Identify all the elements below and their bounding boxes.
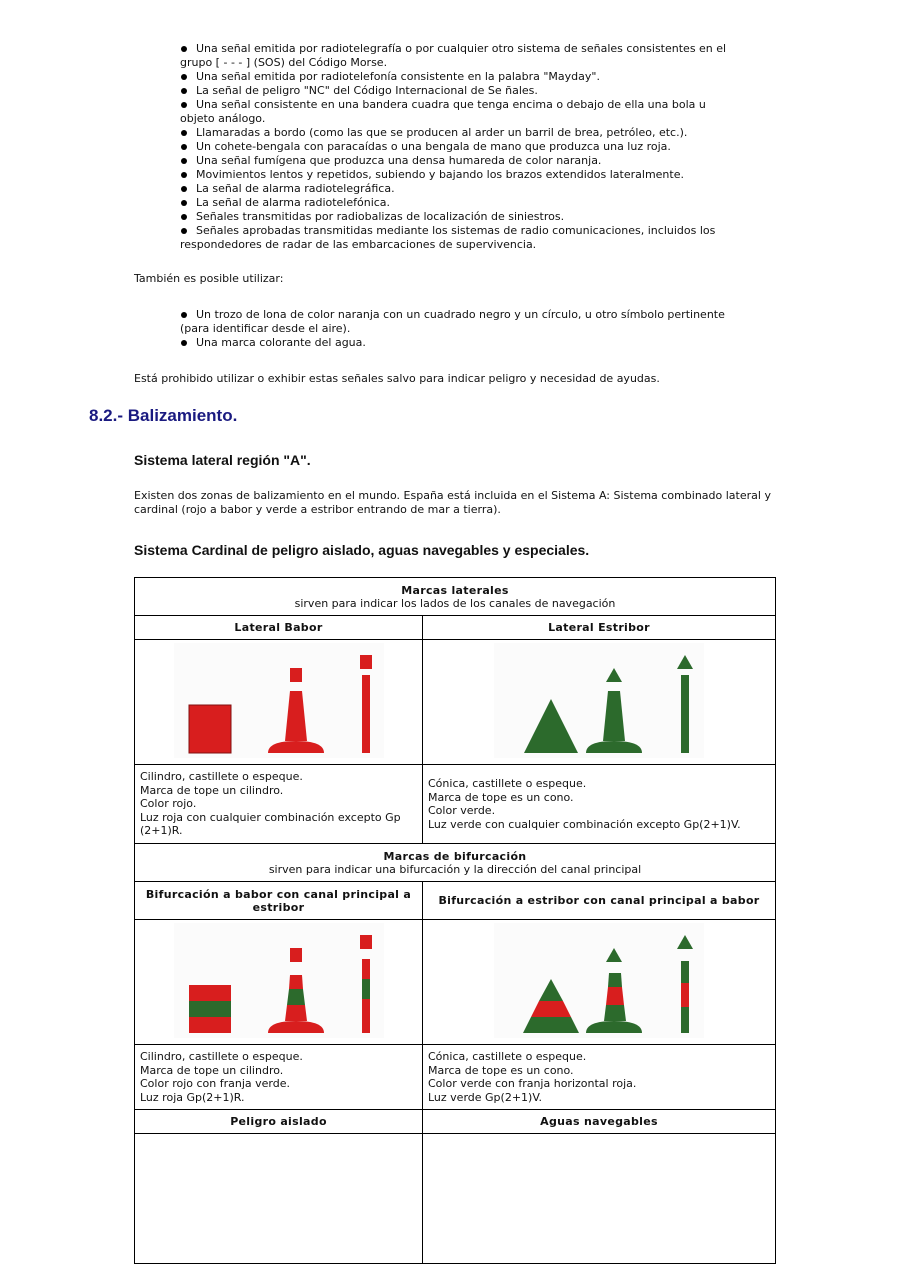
bif-babor-buoys-image bbox=[135, 920, 423, 1045]
list-item: Una señal emitida por radiotelefonía consistente en la palabra "Mayday". bbox=[180, 70, 730, 84]
estribor-description: Cónica, castillete o espeque. Marca de tope es un cono. Color verde. Luz verde con cualquier combinación excepto Gp(2+1)V. bbox=[423, 765, 776, 844]
bifurcation-marks-subtitle: sirven para indicar una bifurcación y la dirección del canal principal bbox=[268, 862, 642, 876]
distress-signal-list bbox=[180, 42, 730, 252]
red-lateral-buoys-icon bbox=[174, 643, 384, 758]
bullet-icon bbox=[181, 228, 187, 234]
estribor-buoys-image bbox=[423, 640, 776, 765]
red-green-bifurcation-buoys-icon bbox=[174, 923, 384, 1038]
bullet-icon bbox=[181, 74, 187, 80]
bif-estribor-header: Bifurcación a estribor con canal principal a babor bbox=[423, 882, 776, 920]
bullet-icon bbox=[181, 186, 187, 192]
list-item: Señales aprobadas transmitidas mediante los sistemas de radio comunicaciones, incluidos los respondedores de radar de las embarcaciones de supervivencia. bbox=[180, 224, 716, 251]
list-item: Una señal consistente en una bandera cuadra que tenga encima o debajo de ella una bola u objeto análogo. bbox=[180, 98, 706, 125]
lateral-marks-caption bbox=[135, 578, 776, 616]
prohibited-text: Está prohibido utilizar o exhibir estas señales salvo para indicar peligro y necesidad de ayudas. bbox=[134, 372, 660, 385]
subsection-lateral-title: Sistema lateral región "A". bbox=[134, 452, 311, 468]
bullet-icon bbox=[181, 88, 187, 94]
list-item: La señal de peligro "NC" del Código Internacional de Se ñales. bbox=[180, 84, 730, 98]
green-red-bifurcation-buoys-icon bbox=[494, 923, 704, 1038]
bullet-icon bbox=[181, 130, 187, 136]
list-item: Movimientos lentos y repetidos, subiendo y bajando los brazos extendidos lateralmente. bbox=[180, 168, 730, 182]
bifurcation-marks-title: Marcas de bifurcación bbox=[383, 849, 527, 863]
bullet-icon bbox=[181, 144, 187, 150]
list-item: La señal de alarma radiotelegráfica. bbox=[180, 182, 730, 196]
list-item: Una señal fumígena que produzca una densa humareda de color naranja. bbox=[180, 154, 730, 168]
also-text: También es posible utilizar: bbox=[134, 272, 284, 285]
bullet-icon bbox=[181, 214, 187, 220]
aguas-navegables-image-cell bbox=[423, 1134, 776, 1264]
bullet-icon bbox=[181, 46, 187, 52]
bullet-icon bbox=[181, 340, 187, 346]
bifurcation-marks-caption bbox=[135, 844, 776, 882]
section-title: 8.2.- Balizamiento. bbox=[89, 406, 238, 425]
peligro-aislado-header: Peligro aislado bbox=[135, 1110, 423, 1134]
list-item: La señal de alarma radiotelefónica. bbox=[180, 196, 730, 210]
aguas-navegables-header: Aguas navegables bbox=[423, 1110, 776, 1134]
bif-babor-header: Bifurcación a babor con canal principal a estribor bbox=[135, 882, 423, 920]
bullet-icon bbox=[181, 158, 187, 164]
lateral-marks-subtitle: sirven para indicar los lados de los canales de navegación bbox=[294, 596, 616, 610]
bif-estribor-buoys-image bbox=[423, 920, 776, 1045]
buoy-marks-table bbox=[134, 577, 776, 1264]
bullet-icon bbox=[181, 102, 187, 108]
green-lateral-buoys-icon bbox=[494, 643, 704, 758]
lateral-text: Existen dos zonas de balizamiento en el mundo. España está incluida en el Sistema A: Sistema combinado lateral y cardinal (rojo a babor y verde a estribor entrando de mar a tierra). bbox=[134, 489, 771, 516]
bullet-icon bbox=[181, 172, 187, 178]
lateral-marks-title: Marcas laterales bbox=[401, 583, 509, 597]
list-item: Señales transmitidas por radiobalizas de localización de siniestros. bbox=[180, 210, 730, 224]
list-item: Una marca colorante del agua. bbox=[180, 336, 730, 350]
bif-babor-description: Cilindro, castillete o espeque. Marca de tope un cilindro. Color rojo con franja verde. Luz roja Gp(2+1)R. bbox=[135, 1045, 423, 1110]
list-item: Una señal emitida por radiotelegrafía o por cualquier otro sistema de señales consistentes en el grupo [ - - - ] (SOS) del Código Morse. bbox=[180, 42, 727, 69]
subsection-cardinal-title: Sistema Cardinal de peligro aislado, aguas navegables y especiales. bbox=[134, 542, 590, 558]
estribor-header: Lateral Estribor bbox=[423, 616, 776, 640]
bif-estribor-description: Cónica, castillete o espeque. Marca de tope es un cono. Color verde con franja horizontal roja. Luz verde Gp(2+1)V. bbox=[423, 1045, 776, 1110]
babor-buoys-image bbox=[135, 640, 423, 765]
peligro-aislado-image-cell bbox=[135, 1134, 423, 1264]
list-item: Un cohete-bengala con paracaídas o una bengala de mano que produzca una luz roja. bbox=[180, 140, 730, 154]
also-signal-list bbox=[180, 308, 730, 350]
babor-header: Lateral Babor bbox=[135, 616, 423, 640]
babor-description: Cilindro, castillete o espeque. Marca de tope un cilindro. Color rojo. Luz roja con cualquier combinación excepto Gp (2+1)R. bbox=[135, 765, 423, 844]
bullet-icon bbox=[181, 312, 187, 318]
list-item: Un trozo de lona de color naranja con un cuadrado negro y un círculo, u otro símbolo pertinente (para identificar desde el aire). bbox=[180, 308, 725, 335]
bullet-icon bbox=[181, 200, 187, 206]
list-item: Llamaradas a bordo (como las que se producen al arder un barril de brea, petróleo, etc.). bbox=[180, 126, 730, 140]
